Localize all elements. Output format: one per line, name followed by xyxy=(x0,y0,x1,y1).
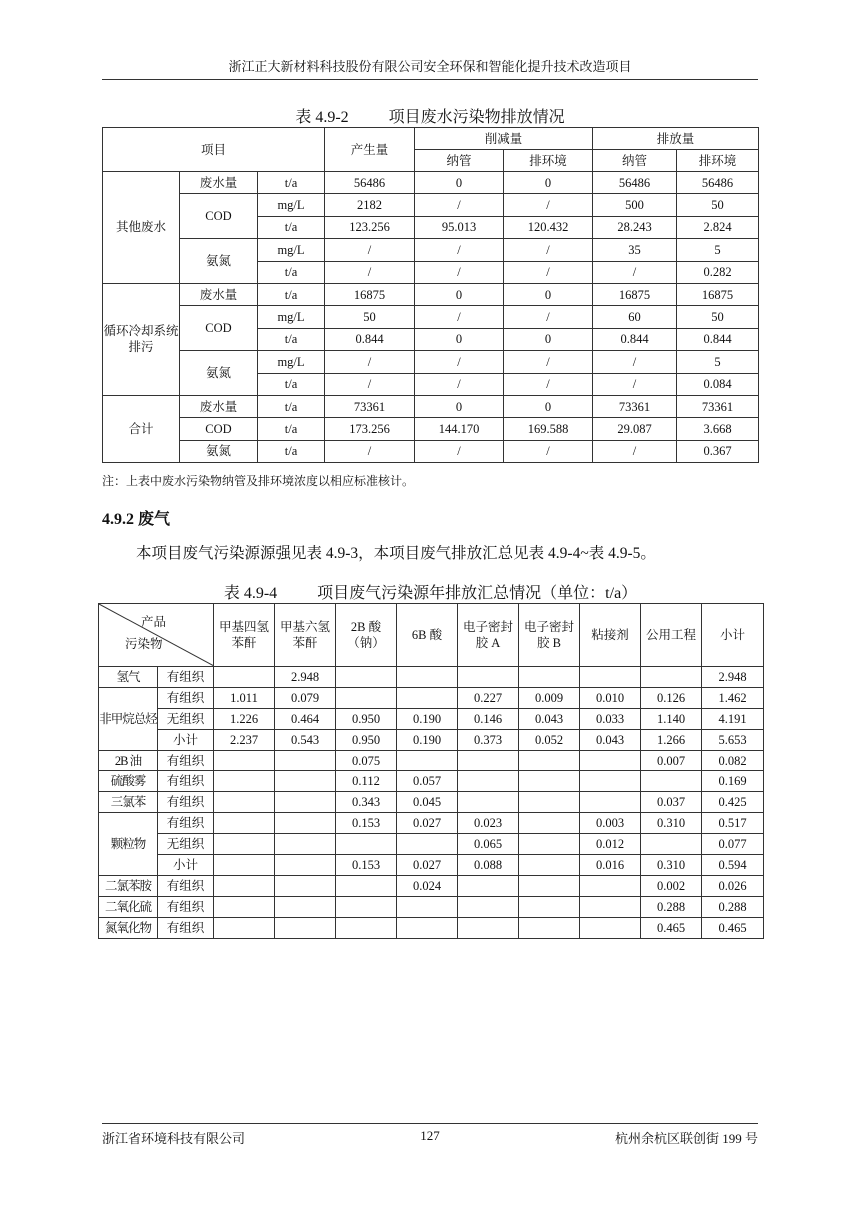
value-cell: 1.462 xyxy=(702,687,764,708)
value-cell: 0.033 xyxy=(580,708,641,729)
value-cell xyxy=(275,855,336,876)
value-cell: 0.844 xyxy=(593,328,677,350)
value-cell: 0.367 xyxy=(677,440,759,462)
table-row xyxy=(99,917,764,938)
value-cell xyxy=(519,792,580,813)
value-cell: 0.043 xyxy=(519,708,580,729)
value-cell xyxy=(214,834,275,855)
value-cell: / xyxy=(415,440,504,462)
value-cell: 0.310 xyxy=(641,813,702,834)
value-cell: 0.084 xyxy=(677,373,759,395)
value-cell: / xyxy=(504,306,593,328)
table-row xyxy=(99,729,764,750)
value-cell: mg/L xyxy=(258,239,325,261)
table-row xyxy=(103,440,759,462)
table2-title: 项目废气污染源年排放汇总情况（单位：t/a） xyxy=(317,585,638,602)
value-cell xyxy=(641,771,702,792)
value-cell: 95.013 xyxy=(415,216,504,238)
table-row xyxy=(99,708,764,729)
pollutant-name: 三氯苯 xyxy=(99,792,158,813)
value-cell: 50 xyxy=(325,306,415,328)
pollutant-name: 氨氮 xyxy=(180,239,258,284)
value-cell xyxy=(214,917,275,938)
value-cell xyxy=(519,771,580,792)
value-cell xyxy=(580,792,641,813)
column-header: 小计 xyxy=(702,604,764,667)
value-cell: / xyxy=(504,440,593,462)
pollutant-name: COD xyxy=(180,194,258,239)
value-cell: / xyxy=(593,261,677,283)
value-cell: 2182 xyxy=(325,194,415,216)
pollutant-name: 氨氮 xyxy=(180,351,258,396)
value-cell: t/a xyxy=(258,373,325,395)
value-cell: t/a xyxy=(258,261,325,283)
value-cell: t/a xyxy=(258,418,325,440)
value-cell: / xyxy=(415,239,504,261)
pollutant-name: 氢气 xyxy=(99,667,158,688)
value-cell: 0.057 xyxy=(397,771,458,792)
emission-type: 有组织 xyxy=(158,813,214,834)
table1-caption xyxy=(102,104,758,127)
header-emit: 排放量 xyxy=(593,128,759,150)
value-cell xyxy=(519,855,580,876)
table-row xyxy=(103,194,759,216)
value-cell: 0.464 xyxy=(275,708,336,729)
value-cell: 1.011 xyxy=(214,687,275,708)
value-cell: / xyxy=(415,306,504,328)
value-cell: / xyxy=(504,239,593,261)
value-cell: 28.243 xyxy=(593,216,677,238)
value-cell: 73361 xyxy=(325,395,415,417)
body-paragraph: 本项目废气污染源源强见表 4.9-3，本项目废气排放汇总见表 4.9-4~表 4.9-5。 xyxy=(136,545,656,562)
value-cell: / xyxy=(325,261,415,283)
pollutant-name: 废水量 xyxy=(180,395,258,417)
pollutant-name: 非甲烷总烃 xyxy=(99,687,158,750)
emission-type: 有组织 xyxy=(158,875,214,896)
pollutant-name: COD xyxy=(180,306,258,351)
value-cell: 0.282 xyxy=(677,261,759,283)
value-cell: 0.043 xyxy=(580,729,641,750)
value-cell: 2.948 xyxy=(275,667,336,688)
table-row xyxy=(103,283,759,305)
value-cell: 0.517 xyxy=(702,813,764,834)
pollutant-name: 氨氮 xyxy=(180,440,258,462)
table1-header-row xyxy=(103,128,759,150)
value-cell xyxy=(519,750,580,771)
value-cell: 56486 xyxy=(677,172,759,194)
header-produce: 产生量 xyxy=(325,128,415,172)
table-row xyxy=(103,418,759,440)
value-cell: 0.844 xyxy=(677,328,759,350)
value-cell xyxy=(275,917,336,938)
value-cell xyxy=(519,834,580,855)
value-cell: 0.024 xyxy=(397,875,458,896)
value-cell: 0.950 xyxy=(336,729,397,750)
value-cell: 50 xyxy=(677,194,759,216)
value-cell: 0.153 xyxy=(336,855,397,876)
header-item: 项目 xyxy=(103,128,325,172)
value-cell: 0 xyxy=(415,328,504,350)
value-cell xyxy=(397,834,458,855)
value-cell: / xyxy=(415,351,504,373)
page-number: 127 xyxy=(420,1128,440,1143)
value-cell: 500 xyxy=(593,194,677,216)
value-cell xyxy=(458,771,519,792)
pollutant-name: 氮氧化物 xyxy=(99,917,158,938)
waste-gas-table xyxy=(98,603,764,939)
value-cell xyxy=(458,750,519,771)
value-cell xyxy=(214,667,275,688)
value-cell: 0.146 xyxy=(458,708,519,729)
value-cell: 0.594 xyxy=(702,855,764,876)
value-cell: 2.237 xyxy=(214,729,275,750)
value-cell: 0.465 xyxy=(702,917,764,938)
value-cell xyxy=(336,917,397,938)
value-cell: 0.190 xyxy=(397,729,458,750)
value-cell: 0.844 xyxy=(325,328,415,350)
footer-company: 浙江省环境科技有限公司 xyxy=(102,1131,246,1146)
value-cell: 0.026 xyxy=(702,875,764,896)
value-cell xyxy=(580,667,641,688)
subheader-cell: 纳管 xyxy=(593,150,677,172)
corner-header-cell xyxy=(99,604,214,667)
value-cell: t/a xyxy=(258,283,325,305)
value-cell xyxy=(519,896,580,917)
table-row xyxy=(99,687,764,708)
column-header: 电子密封胶 A xyxy=(458,604,519,667)
emission-type: 有组织 xyxy=(158,896,214,917)
value-cell: mg/L xyxy=(258,194,325,216)
value-cell: 0.027 xyxy=(397,855,458,876)
footer-divider xyxy=(102,1123,758,1124)
value-cell xyxy=(214,855,275,876)
table2-number: 表 4.9-4 xyxy=(223,585,278,602)
subheader-cell: 排环境 xyxy=(504,150,593,172)
value-cell: 0.227 xyxy=(458,687,519,708)
value-cell: / xyxy=(504,351,593,373)
value-cell: / xyxy=(325,373,415,395)
value-cell: 0 xyxy=(504,328,593,350)
value-cell: 0.288 xyxy=(702,896,764,917)
pollutant-name: 颗粒物 xyxy=(99,813,158,876)
value-cell xyxy=(580,875,641,896)
table-row xyxy=(99,792,764,813)
value-cell xyxy=(458,792,519,813)
group-name: 合计 xyxy=(103,395,180,462)
emission-type: 小计 xyxy=(158,729,214,750)
value-cell xyxy=(519,667,580,688)
value-cell: 0 xyxy=(415,172,504,194)
value-cell: / xyxy=(504,261,593,283)
value-cell: 73361 xyxy=(677,395,759,417)
value-cell: 0.065 xyxy=(458,834,519,855)
table-row xyxy=(99,771,764,792)
value-cell: 50 xyxy=(677,306,759,328)
table-row xyxy=(103,172,759,194)
value-cell: 0 xyxy=(415,283,504,305)
value-cell xyxy=(519,875,580,896)
section-heading: 4.9.2 废气 xyxy=(102,511,171,528)
value-cell: 0.079 xyxy=(275,687,336,708)
value-cell: 2.948 xyxy=(702,667,764,688)
table-row xyxy=(103,239,759,261)
emission-type: 无组织 xyxy=(158,708,214,729)
value-cell: 0.009 xyxy=(519,687,580,708)
corner-product-label: 产品 xyxy=(141,615,167,629)
value-cell xyxy=(519,917,580,938)
value-cell: 0.343 xyxy=(336,792,397,813)
value-cell xyxy=(397,667,458,688)
value-cell xyxy=(275,834,336,855)
value-cell xyxy=(214,813,275,834)
value-cell xyxy=(458,896,519,917)
value-cell: 0.052 xyxy=(519,729,580,750)
value-cell: / xyxy=(504,373,593,395)
corner-pollutant-label: 污染物 xyxy=(125,637,163,651)
value-cell: 0.077 xyxy=(702,834,764,855)
table-row xyxy=(99,813,764,834)
table-row xyxy=(103,306,759,328)
emission-type: 有组织 xyxy=(158,917,214,938)
value-cell: 0.023 xyxy=(458,813,519,834)
value-cell xyxy=(214,750,275,771)
value-cell: / xyxy=(593,440,677,462)
value-cell: 3.668 xyxy=(677,418,759,440)
value-cell xyxy=(214,792,275,813)
value-cell: 173.256 xyxy=(325,418,415,440)
value-cell: 0.310 xyxy=(641,855,702,876)
value-cell: 0.010 xyxy=(580,687,641,708)
pollutant-name: 2B 油 xyxy=(99,750,158,771)
table-row xyxy=(99,875,764,896)
value-cell: 5.653 xyxy=(702,729,764,750)
table1-number: 表 4.9-2 xyxy=(295,109,349,126)
value-cell: 0.465 xyxy=(641,917,702,938)
value-cell: 0.126 xyxy=(641,687,702,708)
value-cell: / xyxy=(415,261,504,283)
value-cell: 0.082 xyxy=(702,750,764,771)
value-cell xyxy=(336,834,397,855)
value-cell xyxy=(397,917,458,938)
value-cell xyxy=(336,875,397,896)
value-cell: 0.112 xyxy=(336,771,397,792)
emission-type: 有组织 xyxy=(158,771,214,792)
subheader-cell: 排环境 xyxy=(677,150,759,172)
pollutant-name: COD xyxy=(180,418,258,440)
value-cell: 0.153 xyxy=(336,813,397,834)
value-cell: 0.288 xyxy=(641,896,702,917)
value-cell: 16875 xyxy=(677,283,759,305)
pollutant-name: 二氯苯胺 xyxy=(99,875,158,896)
value-cell: / xyxy=(415,373,504,395)
value-cell: / xyxy=(325,239,415,261)
value-cell: 16875 xyxy=(593,283,677,305)
table-row xyxy=(99,750,764,771)
wastewater-table xyxy=(102,127,759,463)
value-cell: t/a xyxy=(258,328,325,350)
value-cell: 169.588 xyxy=(504,418,593,440)
column-header: 甲基四氢苯酐 xyxy=(214,604,275,667)
value-cell: 60 xyxy=(593,306,677,328)
column-header: 甲基六氢苯酐 xyxy=(275,604,336,667)
value-cell: 16875 xyxy=(325,283,415,305)
value-cell: t/a xyxy=(258,216,325,238)
value-cell: 120.432 xyxy=(504,216,593,238)
value-cell xyxy=(397,896,458,917)
value-cell: 0.190 xyxy=(397,708,458,729)
value-cell: 2.824 xyxy=(677,216,759,238)
column-header: 2B 酸（钠） xyxy=(336,604,397,667)
value-cell xyxy=(336,667,397,688)
value-cell xyxy=(214,771,275,792)
value-cell: 0 xyxy=(504,172,593,194)
value-cell xyxy=(275,750,336,771)
value-cell: 0.075 xyxy=(336,750,397,771)
pollutant-name: 废水量 xyxy=(180,172,258,194)
value-cell: 0.045 xyxy=(397,792,458,813)
emission-type: 有组织 xyxy=(158,792,214,813)
value-cell: 0.373 xyxy=(458,729,519,750)
value-cell: mg/L xyxy=(258,306,325,328)
value-cell: t/a xyxy=(258,172,325,194)
header-divider xyxy=(102,79,758,80)
value-cell: 0.016 xyxy=(580,855,641,876)
value-cell xyxy=(458,875,519,896)
value-cell: 73361 xyxy=(593,395,677,417)
value-cell: 1.266 xyxy=(641,729,702,750)
value-cell xyxy=(397,687,458,708)
value-cell xyxy=(458,917,519,938)
value-cell: / xyxy=(415,194,504,216)
value-cell xyxy=(458,667,519,688)
value-cell xyxy=(580,896,641,917)
value-cell xyxy=(519,813,580,834)
value-cell: / xyxy=(593,373,677,395)
value-cell xyxy=(336,896,397,917)
value-cell: / xyxy=(325,351,415,373)
value-cell xyxy=(275,792,336,813)
value-cell xyxy=(580,750,641,771)
value-cell: 5 xyxy=(677,239,759,261)
emission-type: 有组织 xyxy=(158,750,214,771)
value-cell: / xyxy=(325,440,415,462)
value-cell xyxy=(641,834,702,855)
table-row xyxy=(99,834,764,855)
value-cell: 0.543 xyxy=(275,729,336,750)
value-cell xyxy=(275,813,336,834)
value-cell: 1.140 xyxy=(641,708,702,729)
value-cell xyxy=(336,687,397,708)
value-cell: 0.007 xyxy=(641,750,702,771)
value-cell: t/a xyxy=(258,395,325,417)
value-cell: 56486 xyxy=(593,172,677,194)
table-row xyxy=(99,667,764,688)
value-cell xyxy=(580,771,641,792)
table-row xyxy=(99,855,764,876)
value-cell: 0 xyxy=(415,395,504,417)
value-cell: 1.226 xyxy=(214,708,275,729)
value-cell: 0.003 xyxy=(580,813,641,834)
table-row xyxy=(99,896,764,917)
value-cell: / xyxy=(593,351,677,373)
column-header: 公用工程 xyxy=(641,604,702,667)
value-cell xyxy=(214,896,275,917)
table1-title: 项目废水污染物排放情况 xyxy=(388,109,565,126)
table-note: 注：上表中废水污染物纳管及排环境浓度以相应标准核计。 xyxy=(102,474,415,488)
value-cell xyxy=(275,875,336,896)
value-cell xyxy=(641,667,702,688)
table2-header-row xyxy=(99,604,764,667)
value-cell xyxy=(397,750,458,771)
pollutant-name: 废水量 xyxy=(180,283,258,305)
header-reduce: 削减量 xyxy=(415,128,593,150)
group-name: 循环冷却系统排污 xyxy=(103,283,180,395)
table-row xyxy=(103,395,759,417)
value-cell: 0.012 xyxy=(580,834,641,855)
value-cell: 5 xyxy=(677,351,759,373)
subheader-cell: 纳管 xyxy=(415,150,504,172)
value-cell: 123.256 xyxy=(325,216,415,238)
pollutant-name: 硫酸雾 xyxy=(99,771,158,792)
table-row xyxy=(103,351,759,373)
column-header: 粘接剂 xyxy=(580,604,641,667)
value-cell: 0.002 xyxy=(641,875,702,896)
value-cell: 35 xyxy=(593,239,677,261)
column-header: 6B 酸 xyxy=(397,604,458,667)
value-cell: 0.950 xyxy=(336,708,397,729)
emission-type: 有组织 xyxy=(158,687,214,708)
running-header: 浙江正大新材料科技股份有限公司安全环保和智能化提升技术改造项目 xyxy=(228,59,632,74)
value-cell: 56486 xyxy=(325,172,415,194)
value-cell: 0.169 xyxy=(702,771,764,792)
value-cell xyxy=(275,896,336,917)
value-cell: 4.191 xyxy=(702,708,764,729)
value-cell: 0 xyxy=(504,395,593,417)
value-cell: 29.087 xyxy=(593,418,677,440)
value-cell: 0.088 xyxy=(458,855,519,876)
group-name: 其他废水 xyxy=(103,172,180,284)
value-cell: 0.425 xyxy=(702,792,764,813)
value-cell: 0 xyxy=(504,283,593,305)
emission-type: 小计 xyxy=(158,855,214,876)
value-cell: 0.037 xyxy=(641,792,702,813)
column-header: 电子密封胶 B xyxy=(519,604,580,667)
table2-caption xyxy=(98,580,763,603)
emission-type: 无组织 xyxy=(158,834,214,855)
emission-type: 有组织 xyxy=(158,667,214,688)
value-cell: t/a xyxy=(258,440,325,462)
value-cell xyxy=(580,917,641,938)
value-cell xyxy=(214,875,275,896)
value-cell: 144.170 xyxy=(415,418,504,440)
value-cell xyxy=(275,771,336,792)
value-cell: / xyxy=(504,194,593,216)
pollutant-name: 二氧化硫 xyxy=(99,896,158,917)
value-cell: 0.027 xyxy=(397,813,458,834)
footer-address: 杭州余杭区联创街 199 号 xyxy=(614,1131,758,1146)
value-cell: mg/L xyxy=(258,351,325,373)
